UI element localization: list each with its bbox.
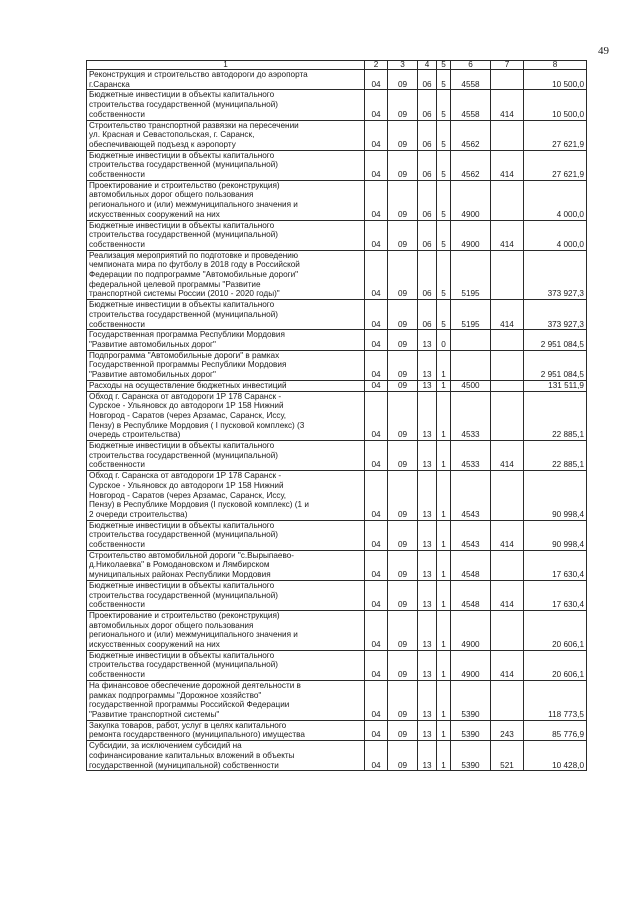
program-code: 13 <box>418 520 437 550</box>
table-row <box>87 720 587 740</box>
program-code: 13 <box>418 471 437 521</box>
program-code: 13 <box>418 741 437 771</box>
program-code: 06 <box>418 150 437 180</box>
target-article-code: 4533 <box>451 391 491 441</box>
subprogram-code: 1 <box>437 520 451 550</box>
expense-type-code: 521 <box>491 741 524 771</box>
expense-type-code: 243 <box>491 720 524 740</box>
table-row <box>87 650 587 680</box>
subsection-code: 09 <box>388 650 418 680</box>
subprogram-code: 5 <box>437 120 451 150</box>
table-row <box>87 300 587 330</box>
subprogram-code: 1 <box>437 550 451 580</box>
subsection-code: 09 <box>388 610 418 650</box>
expense-type-code: 414 <box>491 520 524 550</box>
expense-type-code <box>491 471 524 521</box>
subprogram-code: 1 <box>437 741 451 771</box>
amount: 10 500,0 <box>524 90 587 120</box>
target-article-code: 4548 <box>451 580 491 610</box>
expense-type-code <box>491 391 524 441</box>
amount: 27 621,9 <box>524 120 587 150</box>
target-article-code: 5390 <box>451 680 491 720</box>
subprogram-code: 1 <box>437 680 451 720</box>
row-name: Бюджетные инвестиции в объекты капитального строительства государственной (муниципальной) собственности <box>87 520 365 550</box>
table-row <box>87 520 587 550</box>
program-code: 06 <box>418 180 437 220</box>
table-row <box>87 220 587 250</box>
subprogram-code: 1 <box>437 391 451 441</box>
table-row <box>87 70 587 90</box>
program-code: 06 <box>418 70 437 90</box>
page-number: 49 <box>598 45 609 57</box>
target-article-code: 5390 <box>451 741 491 771</box>
expense-type-code: 414 <box>491 150 524 180</box>
column-header: 8 <box>524 61 587 70</box>
expense-type-code: 414 <box>491 580 524 610</box>
amount: 85 776,9 <box>524 720 587 740</box>
table-row <box>87 120 587 150</box>
table-row <box>87 90 587 120</box>
row-name: Бюджетные инвестиции в объекты капитального строительства государственной (муниципальной) собственности <box>87 220 365 250</box>
section-code: 04 <box>365 150 388 180</box>
table-row <box>87 550 587 580</box>
section-code: 04 <box>365 350 388 380</box>
budget-table <box>86 60 587 771</box>
table-row <box>87 380 587 391</box>
target-article-code: 4900 <box>451 220 491 250</box>
subsection-code: 09 <box>388 520 418 550</box>
section-code: 04 <box>365 90 388 120</box>
table-row <box>87 250 587 300</box>
subsection-code: 09 <box>388 220 418 250</box>
program-code: 13 <box>418 550 437 580</box>
section-code: 04 <box>365 180 388 220</box>
program-code: 13 <box>418 441 437 471</box>
target-article-code: 4558 <box>451 90 491 120</box>
subsection-code: 09 <box>388 720 418 740</box>
expense-type-code: 414 <box>491 90 524 120</box>
section-code: 04 <box>365 300 388 330</box>
expense-type-code: 414 <box>491 650 524 680</box>
row-name: Бюджетные инвестиции в объекты капитального строительства государственной (муниципальной) собственности <box>87 441 365 471</box>
subprogram-code: 0 <box>437 330 451 350</box>
row-name: Государственная программа Республики Мордовия "Развитие автомобильных дорог" <box>87 330 365 350</box>
subsection-code: 09 <box>388 391 418 441</box>
program-code: 13 <box>418 391 437 441</box>
program-code: 13 <box>418 330 437 350</box>
table-row <box>87 150 587 180</box>
subprogram-code: 5 <box>437 250 451 300</box>
target-article-code: 4543 <box>451 471 491 521</box>
program-code: 06 <box>418 120 437 150</box>
target-article-code: 4900 <box>451 650 491 680</box>
row-name: Обход г. Саранска от автодороги 1Р 178 Саранск - Сурское - Ульяновск до автодороги 1Р 158 Нижний Новгород - Саратов (через Арзамас, Саранск, Иссу, Пензу) в Республике Мордовия (I пусковой комплекс) (1 и 2 очереди строительства) <box>87 471 365 521</box>
column-header: 3 <box>388 61 418 70</box>
table-row <box>87 330 587 350</box>
section-code: 04 <box>365 520 388 550</box>
expense-type-code: 414 <box>491 220 524 250</box>
subsection-code: 09 <box>388 380 418 391</box>
section-code: 04 <box>365 380 388 391</box>
subsection-code: 09 <box>388 90 418 120</box>
row-name: Строительство транспортной развязки на пересечении ул. Красная и Севастопольская, г. Саранск, обеспечивающей подъезд к аэропорту <box>87 120 365 150</box>
expense-type-code <box>491 680 524 720</box>
amount: 10 500,0 <box>524 70 587 90</box>
table-row <box>87 441 587 471</box>
subsection-code: 09 <box>388 150 418 180</box>
header-row <box>87 61 587 70</box>
subprogram-code: 5 <box>437 150 451 180</box>
table-row <box>87 180 587 220</box>
amount: 22 885,1 <box>524 441 587 471</box>
program-code: 06 <box>418 250 437 300</box>
column-header: 7 <box>491 61 524 70</box>
subprogram-code: 1 <box>437 610 451 650</box>
row-name: Бюджетные инвестиции в объекты капитального строительства государственной (муниципальной) собственности <box>87 580 365 610</box>
section-code: 04 <box>365 250 388 300</box>
table-row <box>87 471 587 521</box>
target-article-code: 4500 <box>451 380 491 391</box>
target-article-code: 4900 <box>451 180 491 220</box>
amount: 22 885,1 <box>524 391 587 441</box>
subsection-code: 09 <box>388 180 418 220</box>
subsection-code: 09 <box>388 471 418 521</box>
row-name: Проектирование и строительство (реконструкция) автомобильных дорог общего пользования регионального и (или) межмуниципального значения и искусственных сооружений на них <box>87 180 365 220</box>
target-article-code: 4900 <box>451 610 491 650</box>
section-code: 04 <box>365 550 388 580</box>
program-code: 13 <box>418 380 437 391</box>
amount: 20 606,1 <box>524 610 587 650</box>
subprogram-code: 1 <box>437 650 451 680</box>
row-name: Бюджетные инвестиции в объекты капитального строительства государственной (муниципальной) собственности <box>87 300 365 330</box>
amount: 90 998,4 <box>524 471 587 521</box>
target-article-code: 5195 <box>451 300 491 330</box>
table-row <box>87 680 587 720</box>
amount: 118 773,5 <box>524 680 587 720</box>
program-code: 13 <box>418 650 437 680</box>
row-name: Закупка товаров, работ, услуг в целях капитального ремонта государственного (муниципального) имущества <box>87 720 365 740</box>
subprogram-code: 5 <box>437 180 451 220</box>
amount: 27 621,9 <box>524 150 587 180</box>
program-code: 06 <box>418 220 437 250</box>
program-code: 13 <box>418 580 437 610</box>
expense-type-code <box>491 350 524 380</box>
expense-type-code <box>491 550 524 580</box>
target-article-code <box>451 350 491 380</box>
column-header: 5 <box>437 61 451 70</box>
subprogram-code: 1 <box>437 350 451 380</box>
target-article-code: 4533 <box>451 441 491 471</box>
section-code: 04 <box>365 471 388 521</box>
section-code: 04 <box>365 680 388 720</box>
expense-type-code <box>491 330 524 350</box>
subsection-code: 09 <box>388 350 418 380</box>
amount: 10 428,0 <box>524 741 587 771</box>
section-code: 04 <box>365 610 388 650</box>
program-code: 06 <box>418 300 437 330</box>
program-code: 13 <box>418 720 437 740</box>
program-code: 13 <box>418 680 437 720</box>
subprogram-code: 1 <box>437 380 451 391</box>
row-name: На финансовое обеспечение дорожной деятельности в рамках подпрограммы "Дорожное хозяйство" государственной программы Российской Федерации "Развитие транспортной системы" <box>87 680 365 720</box>
row-name: Строительство автомобильной дороги "с.Вырыпаево- д.Николаевка" в Ромодановском и Лямбирском муниципальных районах Республики Мордовия <box>87 550 365 580</box>
column-header: 2 <box>365 61 388 70</box>
subprogram-code: 5 <box>437 300 451 330</box>
subprogram-code: 5 <box>437 70 451 90</box>
expense-type-code <box>491 70 524 90</box>
amount: 2 951 084,5 <box>524 330 587 350</box>
expense-type-code <box>491 120 524 150</box>
row-name: Проектирование и строительство (реконструкция) автомобильных дорог общего пользования регионального и (или) межмуниципального значения и искусственных сооружений на них <box>87 610 365 650</box>
target-article-code: 4548 <box>451 550 491 580</box>
column-header: 6 <box>451 61 491 70</box>
expense-type-code <box>491 180 524 220</box>
amount: 20 606,1 <box>524 650 587 680</box>
amount: 131 511,9 <box>524 380 587 391</box>
target-article-code <box>451 330 491 350</box>
section-code: 04 <box>365 741 388 771</box>
table-row <box>87 741 587 771</box>
column-header: 1 <box>87 61 365 70</box>
section-code: 04 <box>365 391 388 441</box>
amount: 373 927,3 <box>524 250 587 300</box>
expense-type-code <box>491 610 524 650</box>
target-article-code: 4562 <box>451 120 491 150</box>
table-row <box>87 580 587 610</box>
target-article-code: 4558 <box>451 70 491 90</box>
section-code: 04 <box>365 120 388 150</box>
row-name: Обход г. Саранска от автодороги 1Р 178 Саранск - Сурское - Ульяновск до автодороги 1Р 158 Нижний Новгород - Саратов (через Арзамас, Саранск, Иссу, Пензу) в Республике Мордовия ( I пусковой комплекс) (3 очередь строительства) <box>87 391 365 441</box>
table-row <box>87 350 587 380</box>
column-header: 4 <box>418 61 437 70</box>
amount: 90 998,4 <box>524 520 587 550</box>
subsection-code: 09 <box>388 550 418 580</box>
expense-type-code <box>491 380 524 391</box>
amount: 373 927,3 <box>524 300 587 330</box>
section-code: 04 <box>365 650 388 680</box>
expense-type-code <box>491 250 524 300</box>
subsection-code: 09 <box>388 441 418 471</box>
target-article-code: 5390 <box>451 720 491 740</box>
row-name: Бюджетные инвестиции в объекты капитального строительства государственной (муниципальной) собственности <box>87 650 365 680</box>
amount: 17 630,4 <box>524 550 587 580</box>
subprogram-code: 1 <box>437 580 451 610</box>
section-code: 04 <box>365 720 388 740</box>
subprogram-code: 5 <box>437 220 451 250</box>
row-name: Бюджетные инвестиции в объекты капитального строительства государственной (муниципальной) собственности <box>87 150 365 180</box>
subsection-code: 09 <box>388 741 418 771</box>
subsection-code: 09 <box>388 70 418 90</box>
amount: 17 630,4 <box>524 580 587 610</box>
section-code: 04 <box>365 70 388 90</box>
amount: 2 951 084,5 <box>524 350 587 380</box>
row-name: Субсидии, за исключением субсидий на софинансирование капитальных вложений в объекты государственной (муниципальной) собственности <box>87 741 365 771</box>
program-code: 13 <box>418 610 437 650</box>
subsection-code: 09 <box>388 250 418 300</box>
target-article-code: 4562 <box>451 150 491 180</box>
row-name: Реализация мероприятий по подготовке и проведению чемпионата мира по футболу в 2018 году в Российской Федерации по подпрограмме "Автомобильные дороги" федеральной целевой программы "Развитие транспортной системы России (2010 - 2020 годы)" <box>87 250 365 300</box>
expense-type-code: 414 <box>491 441 524 471</box>
subsection-code: 09 <box>388 680 418 720</box>
subsection-code: 09 <box>388 120 418 150</box>
table-row <box>87 391 587 441</box>
expense-type-code: 414 <box>491 300 524 330</box>
amount: 4 000,0 <box>524 180 587 220</box>
subprogram-code: 1 <box>437 441 451 471</box>
subsection-code: 09 <box>388 300 418 330</box>
subsection-code: 09 <box>388 580 418 610</box>
program-code: 13 <box>418 350 437 380</box>
amount: 4 000,0 <box>524 220 587 250</box>
section-code: 04 <box>365 441 388 471</box>
section-code: 04 <box>365 580 388 610</box>
row-name: Реконструкция и строительство автодороги до аэропорта г.Саранска <box>87 70 365 90</box>
program-code: 06 <box>418 90 437 120</box>
target-article-code: 4543 <box>451 520 491 550</box>
subprogram-code: 1 <box>437 720 451 740</box>
row-name: Расходы на осуществление бюджетных инвестиций <box>87 380 365 391</box>
row-name: Подпрограмма "Автомобильные дороги" в рамках Государственной программы Республики Мордовия "Развитие автомобильных дорог" <box>87 350 365 380</box>
section-code: 04 <box>365 220 388 250</box>
subprogram-code: 1 <box>437 471 451 521</box>
subsection-code: 09 <box>388 330 418 350</box>
row-name: Бюджетные инвестиции в объекты капитального строительства государственной (муниципальной) собственности <box>87 90 365 120</box>
section-code: 04 <box>365 330 388 350</box>
target-article-code: 5195 <box>451 250 491 300</box>
subprogram-code: 5 <box>437 90 451 120</box>
table-row <box>87 610 587 650</box>
